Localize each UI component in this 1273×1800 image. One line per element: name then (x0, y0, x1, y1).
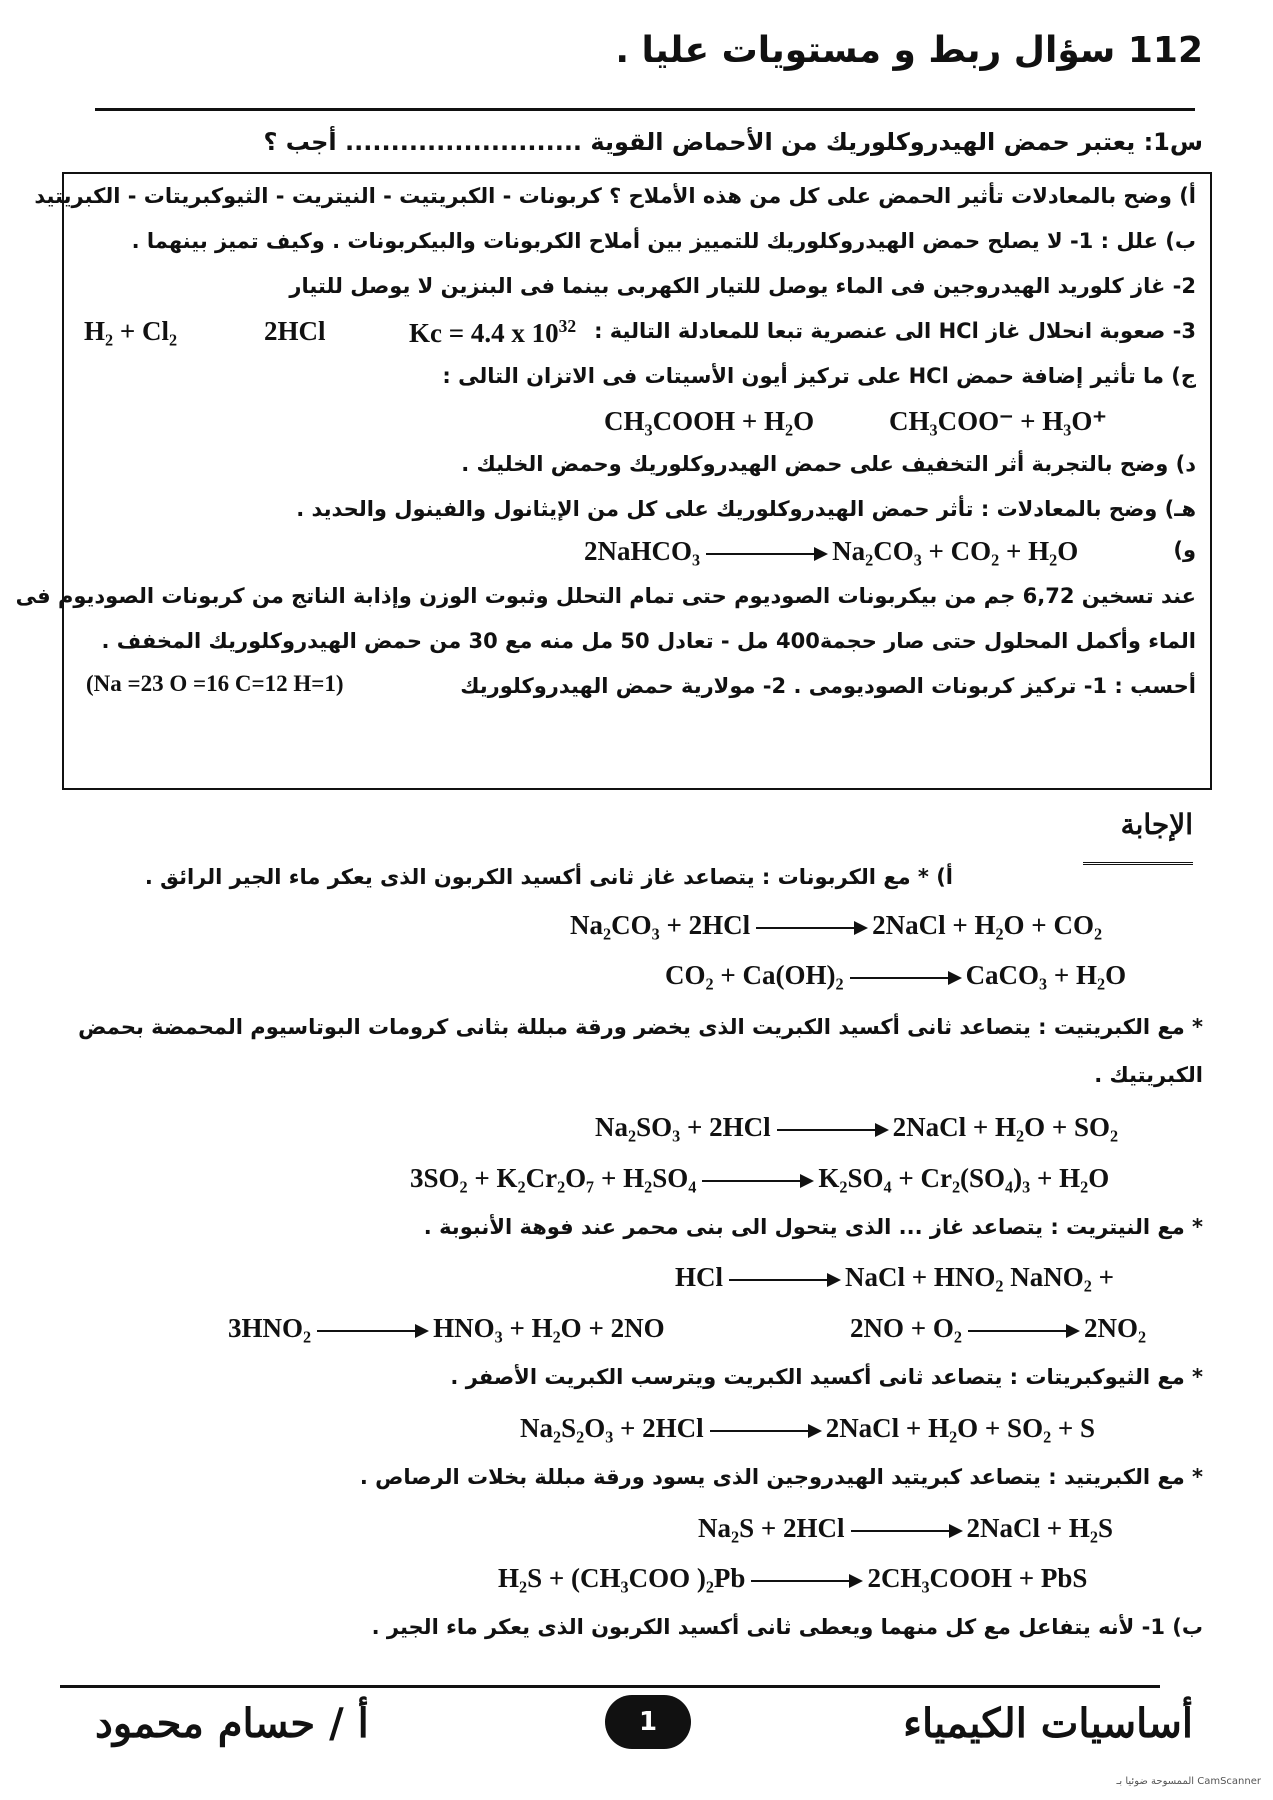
question-part-b3: 3- صعوبة انحلال غاز HCl الى عنصرية تبعا للمعادلة التالية : (594, 319, 1196, 343)
question-part-f2: الماء وأكمل المحلول حتى صار حجمة400 مل - تعادل 50 مل منه مع 30 من حمض الهيدروكلوريك المخفف . (101, 629, 1196, 653)
equation-9: Na₂S + 2HCl 2NaCl + H₂S (698, 1513, 1113, 1543)
question-part-f3: أحسب : 1- تركيز كربونات الصوديومى . 2- مولارية حمض الهيدروكلوريك (460, 674, 1196, 698)
question-part-e: هـ) وضح بالمعادلات : تأثر حمض الهيدروكلوريك على كل من الإيثانول والفينول والحديد . (296, 497, 1196, 521)
page-number: 1 (605, 1695, 691, 1749)
reaction-arrow (706, 553, 826, 555)
equation-6: 3HNO₂ HNO₃ + H₂O + 2NO (228, 1313, 665, 1343)
author-name: أ / حسام محمود (95, 1700, 369, 1747)
reaction-arrow (756, 927, 866, 929)
answer-badge: الإجابة (1083, 808, 1193, 865)
answer-a2-cont: الكبريتيك . (1094, 1063, 1203, 1087)
question-part-d: د) وضح بالتجربة أثر التخفيف على حمض الهيدروكلوريك وحمض الخليك . (461, 452, 1196, 476)
equation-7: 2NO + O₂ 2NO₂ (850, 1313, 1147, 1343)
equation-5: HCl NaCl + HNO₂ NaNO₂ + (675, 1262, 1114, 1292)
reaction-arrow (702, 1180, 812, 1182)
equation-b3-right: 2HCl (264, 316, 326, 346)
page-title: 112 سؤال ربط و مستويات عليا . (615, 30, 1203, 71)
question-part-f1: عند تسخين 6,72 جم من بيكربونات الصوديوم حتى تمام التحلل وثبوت الوزن وإذابة الناتج من كربونات الصوديوم فى (15, 584, 1196, 608)
equation-8: Na₂S₂O₃ + 2HCl 2NaCl + H₂O + SO₂ + S (520, 1413, 1096, 1443)
answer-a3: * مع النيتريت : يتصاعد غاز ... الذى يتحول الى بنى محمر عند فوهة الأنبوبة . (423, 1215, 1203, 1239)
equation-3: Na₂SO₃ + 2HCl 2NaCl + H₂O + SO₂ (595, 1112, 1119, 1142)
equation-2: CO₂ + Ca(OH)₂ CaCO₃ + H₂O (665, 960, 1127, 990)
title-divider (95, 108, 1195, 111)
reaction-arrow (710, 1430, 820, 1432)
equation-f: 2NaHCO₃ Na₂CO₃ + CO₂ + H₂O (584, 536, 1079, 566)
answer-a2: * مع الكبريتيت : يتصاعد ثانى أكسيد الكبريت الذى يخضر ورقة مبللة بثانى كرومات البوتاسيوم المحمضة بحمض (78, 1015, 1203, 1039)
reaction-arrow (850, 977, 960, 979)
answer-a5: * مع الكبريتيد : يتصاعد كبريتيد الهيدروجين الذى يسود ورقة مبللة بخلات الرصاص . (359, 1465, 1203, 1489)
reaction-arrow (777, 1129, 887, 1131)
equation-c-right: CH₃COO⁻ + H₃O⁺ (889, 406, 1107, 436)
kc-expression: Kc = 4.4 x $10^{32}$ (409, 316, 577, 348)
equation-b3-left: H₂ + Cl₂ (84, 316, 178, 346)
book-title: أساسيات الكيمياء (903, 1700, 1193, 1747)
question-part-a: أ) وضح بالمعادلات تأثير الحمض على كل من هذه الأملاح ؟ كربونات - الكبريتيت - النيتريت - الثيوكبريتات - الكبريتيد (34, 184, 1196, 208)
scanner-watermark: الممسوحة ضوئيا بـ CamScanner (1116, 1776, 1261, 1787)
reaction-arrow (729, 1279, 839, 1281)
question-part-b2: 2- غاز كلوريد الهيدروجين فى الماء يوصل للتيار الكهربى بينما فى البنزين لا يوصل للتيار (289, 274, 1196, 298)
reaction-arrow (968, 1330, 1078, 1332)
equation-4: 3SO₂ + K₂Cr₂O₇ + H₂SO₄ K₂SO₄ + Cr₂(SO₄)₃ + H₂O (410, 1163, 1110, 1193)
question-part-c: ج) ما تأثير إضافة حمض HCl على تركيز أيون الأسيتات فى الاتزان التالى : (442, 364, 1196, 388)
reaction-arrow (851, 1530, 961, 1532)
question-heading: س1: يعتبر حمض الهيدروكلوريك من الأحماض القوية .......................... أجب ؟ (263, 128, 1203, 156)
equation-1: Na₂CO₃ + 2HCl 2NaCl + H₂O + CO₂ (570, 910, 1103, 940)
answer-a4: * مع الثيوكبريتات : يتصاعد ثانى أكسيد الكبريت ويترسب الكبريت الأصفر . (450, 1365, 1203, 1389)
equation-c-left: CH₃COOH + H₂O (604, 406, 815, 436)
footer-divider (60, 1685, 1160, 1688)
atomic-masses: (Na =23 O =16 C=12 H=1) (86, 671, 344, 696)
answer-a1: أ) * مع الكربونات : يتصاعد غاز ثانى أكسيد الكربون الذى يعكر ماء الجير الرائق . (144, 865, 953, 889)
answer-b1: ب) 1- لأنه يتفاعل مع كل منهما ويعطى ثانى أكسيد الكربون الذى يعكر ماء الجير . (371, 1615, 1203, 1639)
question-part-f-label: و) (1173, 538, 1196, 562)
reaction-arrow (317, 1330, 427, 1332)
reaction-arrow (751, 1580, 861, 1582)
equation-10: H₂S + (CH₃COO )₂Pb 2CH₃COOH + PbS (498, 1563, 1088, 1593)
question-part-b1: ب) علل : 1- لا يصلح حمض الهيدروكلوريك للتمييز بين أملاح الكربونات والبيكربونات . وكيف تميز بينهما . (131, 229, 1196, 253)
question-box (15, 172, 1212, 790)
